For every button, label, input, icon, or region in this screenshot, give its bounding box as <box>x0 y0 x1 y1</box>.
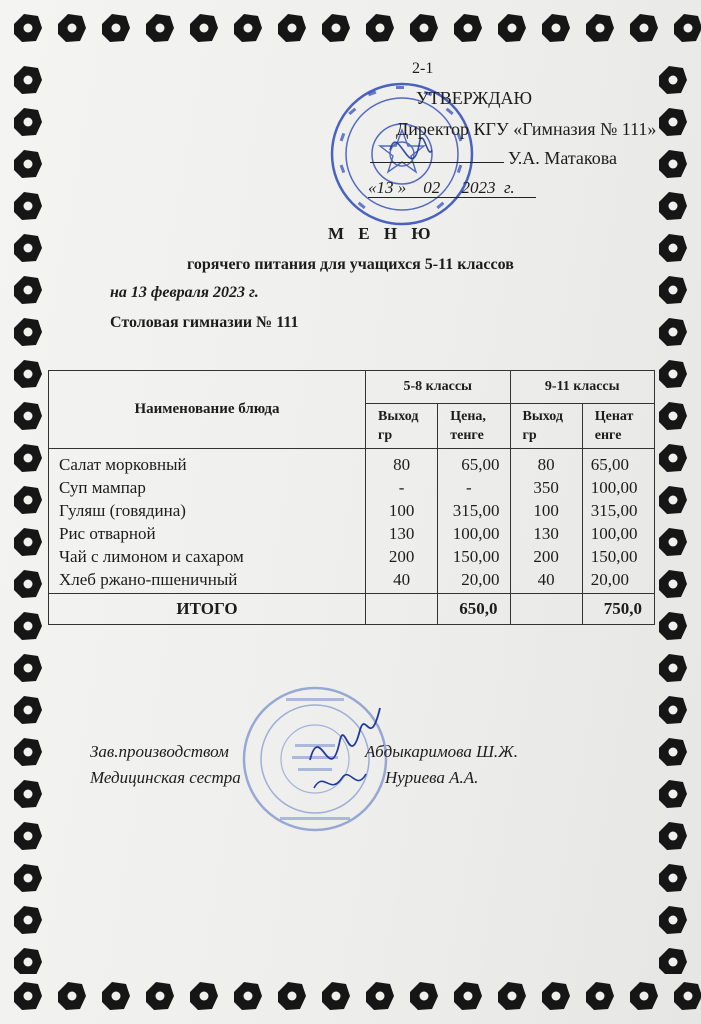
price-cell-5-8 <box>438 449 510 594</box>
ornament-motif <box>659 360 687 388</box>
ornament-border-bottom <box>0 966 701 1024</box>
ornament-motif <box>454 982 482 1010</box>
ornament-motif <box>190 982 218 1010</box>
output-value: 100 <box>388 501 415 520</box>
ornament-motif <box>410 982 438 1010</box>
ornament-motif <box>14 906 42 934</box>
director-title: Директор КГУ «Гимназия № 111» <box>396 119 657 139</box>
output-cell-9-11 <box>510 449 582 594</box>
ornament-motif <box>659 780 687 808</box>
ornament-motif <box>58 982 86 1010</box>
ornament-motif <box>14 864 42 892</box>
dish-name: Салат морковный <box>59 455 187 474</box>
ornament-motif <box>14 738 42 766</box>
ornament-motif <box>234 14 262 42</box>
price-value: 315,00 <box>590 501 638 520</box>
ornament-motif <box>14 444 42 472</box>
output-value: 130 <box>533 524 559 543</box>
dish-name: Суп мампар <box>59 478 146 497</box>
document-number: 2-1 <box>412 60 434 77</box>
ornament-motif <box>659 444 687 472</box>
column-group-5-8: 5-8 классы <box>366 371 511 404</box>
output-value: 200 <box>533 547 559 566</box>
ornament-motif <box>322 982 350 1010</box>
total-label: ИТОГО <box>49 594 366 625</box>
dish-name: Чай с лимоном и сахаром <box>59 547 244 566</box>
ornament-motif <box>659 864 687 892</box>
director-name: У.А. Матакова <box>508 148 617 168</box>
ornament-motif <box>14 66 42 94</box>
ornament-motif <box>366 982 394 1010</box>
ornament-motif <box>14 150 42 178</box>
approval-date: «13 » 02 2023 г. <box>368 178 515 197</box>
column-header-price-a: Цена, тенге <box>438 404 510 449</box>
price-value: 315,00 <box>452 501 500 520</box>
signature-role-production: Зав.производством <box>90 742 229 761</box>
ornament-motif <box>14 780 42 808</box>
ornament-motif <box>659 612 687 640</box>
output-value: 40 <box>393 570 411 589</box>
ornament-motif <box>14 654 42 682</box>
column-header-output-b: Выход гр <box>510 404 582 449</box>
ornament-motif <box>14 570 42 598</box>
price-value: 100,00 <box>590 478 638 497</box>
ornament-motif <box>102 982 130 1010</box>
total-5-8: 650,0 <box>438 594 510 625</box>
menu-date: на 13 февраля 2023 г. <box>110 284 259 301</box>
output-value: 200 <box>388 547 415 566</box>
ornament-motif <box>454 14 482 42</box>
ornament-motif <box>234 982 262 1010</box>
ornament-motif <box>659 738 687 766</box>
ornament-motif <box>659 150 687 178</box>
price-value: 65,00 <box>461 455 500 474</box>
ornament-motif <box>146 14 174 42</box>
output-value: 80 <box>393 455 411 474</box>
ornament-motif <box>659 906 687 934</box>
ornament-motif <box>659 234 687 262</box>
output-cell-5-8 <box>366 449 438 594</box>
menu-title: М Е Н Ю <box>328 224 436 243</box>
price-value: - <box>466 478 472 497</box>
output-value: 40 <box>537 570 555 589</box>
output-value: 80 <box>537 455 555 474</box>
ornament-motif <box>659 948 687 974</box>
ornament-motif <box>498 982 526 1010</box>
ornament-motif <box>659 822 687 850</box>
dish-name: Рис отварной <box>59 524 156 543</box>
output-value: 100 <box>533 501 559 520</box>
ornament-motif <box>659 108 687 136</box>
output-value: 350 <box>533 478 559 497</box>
ornament-motif <box>674 982 701 1010</box>
ornament-motif <box>102 14 130 42</box>
canteen-name: Столовая гимназии № 111 <box>110 314 299 331</box>
column-header-output-a: Выход гр <box>366 404 438 449</box>
approval-heading: УТВЕРЖДАЮ <box>416 88 533 108</box>
ornament-motif <box>542 982 570 1010</box>
dish-names-cell <box>49 449 366 594</box>
total-9-11: 750,0 <box>582 594 654 625</box>
signature-name-production: Абдыкаримова Ш.Ж. <box>365 742 518 761</box>
ornament-motif <box>278 14 306 42</box>
price-value: 20,00 <box>461 570 500 589</box>
ornament-motif <box>14 14 42 42</box>
ornament-motif <box>14 402 42 430</box>
ornament-motif <box>630 14 658 42</box>
ornament-motif <box>659 276 687 304</box>
column-group-9-11: 9-11 классы <box>510 371 655 404</box>
approval-date-underline <box>368 197 536 198</box>
price-value: 20,00 <box>590 570 629 589</box>
ornament-motif <box>498 14 526 42</box>
ornament-motif <box>58 14 86 42</box>
ornament-motif <box>659 528 687 556</box>
ornament-motif <box>659 402 687 430</box>
ornament-motif <box>659 654 687 682</box>
total-empty-cell <box>366 594 438 625</box>
column-header-dish-name: Наименование блюда <box>49 371 366 449</box>
ornament-motif <box>659 570 687 598</box>
price-value: 100,00 <box>590 524 638 543</box>
price-value: 100,00 <box>452 524 500 543</box>
ornament-motif <box>14 982 42 1010</box>
ornament-motif <box>14 822 42 850</box>
signature-role-nurse: Медицинская сестра <box>90 768 241 787</box>
total-empty-cell <box>510 594 582 625</box>
ornament-motif <box>14 276 42 304</box>
ornament-motif <box>586 14 614 42</box>
ornament-motif <box>322 14 350 42</box>
price-value: 150,00 <box>452 547 500 566</box>
menu-table <box>48 370 655 625</box>
ornament-motif <box>366 14 394 42</box>
ornament-motif <box>146 982 174 1010</box>
price-value: 65,00 <box>590 455 629 474</box>
column-header-price-b: Ценат енге <box>582 404 654 449</box>
ornament-motif <box>14 108 42 136</box>
ornament-motif <box>14 486 42 514</box>
menu-subtitle: горячего питания для учащихся 5-11 классов <box>187 256 514 273</box>
ornament-motif <box>14 696 42 724</box>
ornament-motif <box>14 948 42 974</box>
signature-line <box>370 162 504 163</box>
ornament-motif <box>14 234 42 262</box>
ornament-motif <box>190 14 218 42</box>
ornament-motif <box>542 14 570 42</box>
price-value: 150,00 <box>590 547 638 566</box>
ornament-motif <box>674 14 701 42</box>
ornament-motif <box>14 318 42 346</box>
dish-name: Хлеб ржано-пшеничный <box>59 570 238 589</box>
ornament-motif <box>278 982 306 1010</box>
dish-name: Гуляш (говядина) <box>59 501 186 520</box>
ornament-motif <box>586 982 614 1010</box>
price-cell-9-11 <box>582 449 654 594</box>
ornament-motif <box>410 14 438 42</box>
ornament-motif <box>14 612 42 640</box>
ornament-motif <box>14 192 42 220</box>
ornament-motif <box>630 982 658 1010</box>
ornament-motif <box>659 318 687 346</box>
output-value: - <box>398 478 405 497</box>
ornament-motif <box>659 486 687 514</box>
signature-name-nurse: Нуриева А.А. <box>385 768 479 787</box>
ornament-motif <box>659 66 687 94</box>
output-value: 130 <box>388 524 415 543</box>
ornament-motif <box>14 528 42 556</box>
ornament-motif <box>659 192 687 220</box>
ornament-motif <box>659 696 687 724</box>
ornament-motif <box>14 360 42 388</box>
ornament-border-top <box>0 0 701 58</box>
